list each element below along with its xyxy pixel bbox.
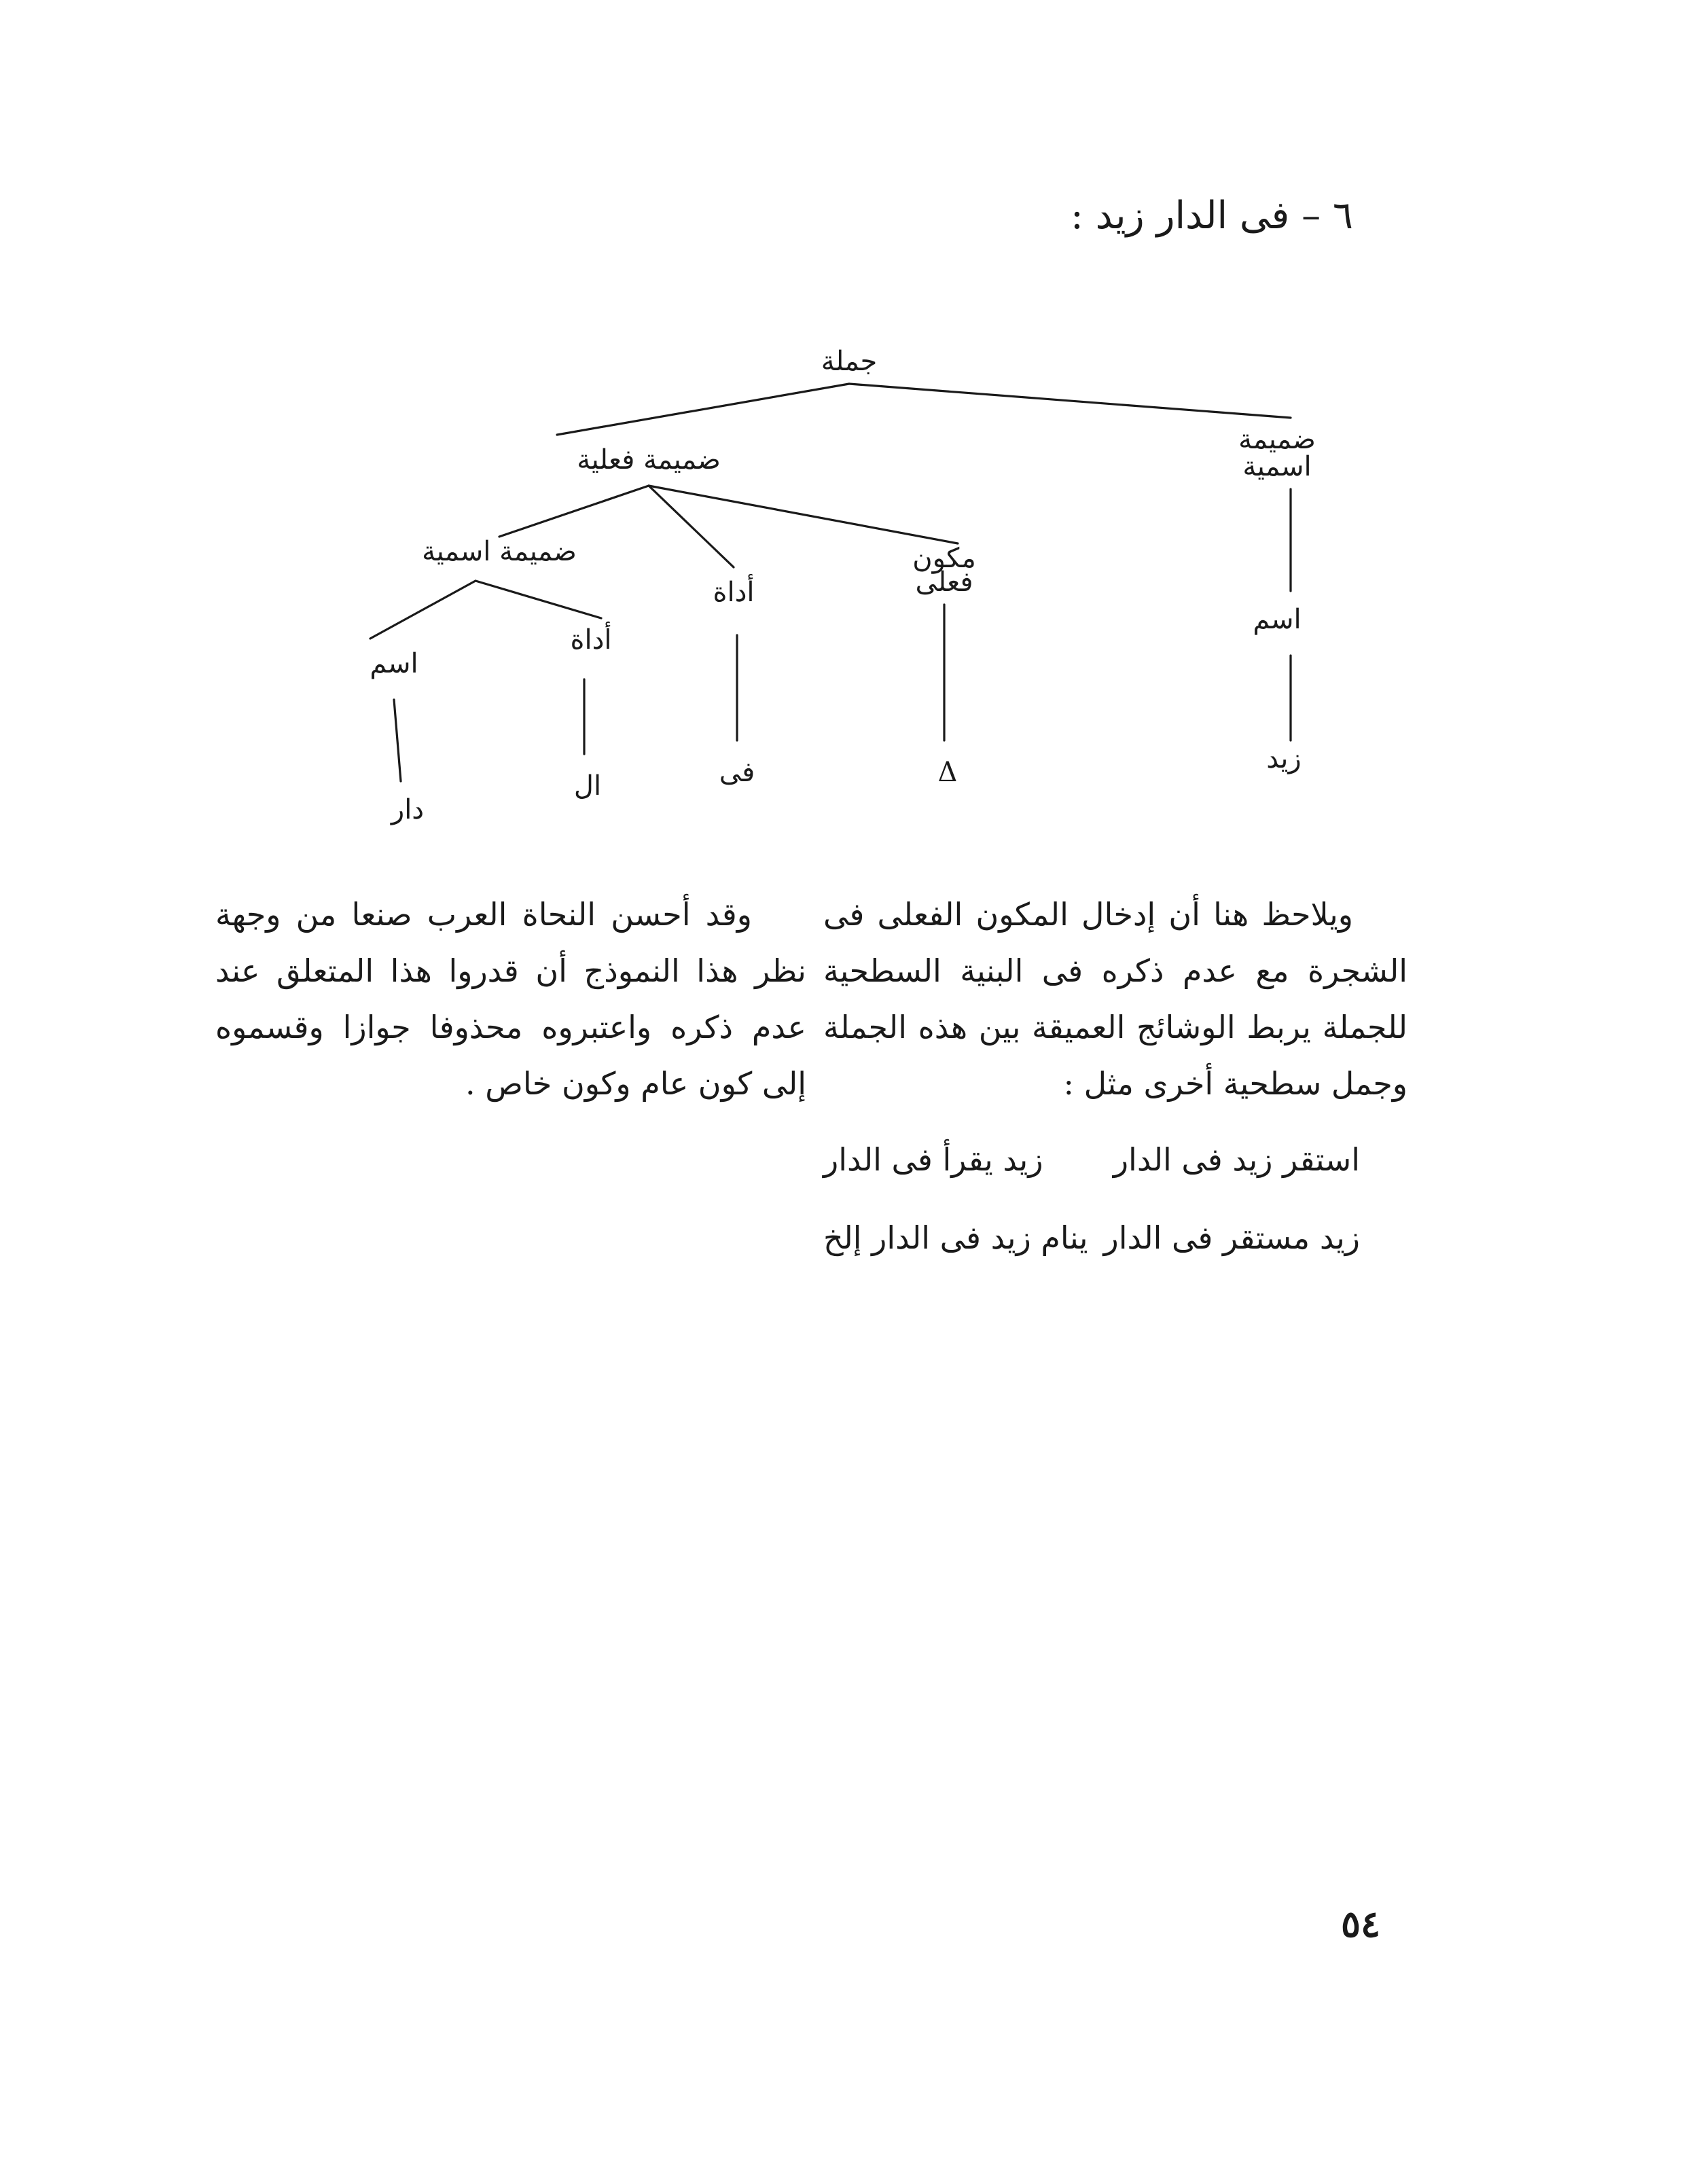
node-noun-right: اسم xyxy=(1253,604,1302,635)
right-paragraph: ويلاحظ هنا أن إدخال المكون الفعلى فى الشجرة مع عدم ذكره فى البنية السطحية للجملة يربط الوشائج العميقة بين هذه الجملة وجمل سطحية أخرى مثل : xyxy=(823,896,1407,1102)
node-pp: ضميمة اسمية xyxy=(422,536,577,567)
example-1a: استقر زيد فى الدار xyxy=(1113,1141,1360,1178)
branch-vp-pp xyxy=(499,486,649,537)
leaf-dar: دار xyxy=(391,794,425,825)
node-noun-left: اسم xyxy=(370,648,418,679)
branch-pp-det xyxy=(476,581,601,618)
node-np-top-1: ضميمة xyxy=(1238,424,1316,455)
example-row-2 xyxy=(823,1219,1360,1256)
leaf-al: ال xyxy=(573,770,602,802)
node-vp: ضميمة فعلية xyxy=(577,444,721,476)
branch-pp-noun xyxy=(370,581,476,639)
branch-root-np xyxy=(849,384,1291,418)
example-2b: ينام زيد فى الدار إلخ xyxy=(823,1219,1088,1256)
node-prep: أداة xyxy=(713,577,755,608)
section-heading: ٦ – فى الدار زيد : xyxy=(1070,194,1353,238)
node-root: جملة xyxy=(821,346,878,377)
example-1b: زيد يقرأ فى الدار xyxy=(823,1141,1043,1178)
left-column xyxy=(215,887,806,1112)
branch-root-vp xyxy=(557,384,849,435)
branch-noun-dar xyxy=(394,700,401,781)
node-det: أداة xyxy=(570,624,612,656)
leaf-zayd: زيد xyxy=(1266,743,1302,774)
node-verbal-1: مكون xyxy=(912,543,976,574)
leaf-delta: Δ xyxy=(937,757,958,788)
branch-vp-prep xyxy=(649,486,734,567)
right-column xyxy=(823,887,1407,1112)
leaf-fi: فى xyxy=(719,757,755,788)
example-2a: زيد مستقر فى الدار xyxy=(1103,1219,1360,1256)
page-number: ٥٤ xyxy=(1340,1902,1380,1946)
node-np-top-2: اسمية xyxy=(1242,451,1312,482)
example-row-1 xyxy=(823,1141,1360,1178)
left-paragraph: وقد أحسن النحاة العرب صنعا من وجهة نظر هذا النموذج أن قدروا هذا المتعلق عند عدم ذكره واعتبروه محذوفا جوازا وقسموه إلى كون عام وكون خاص . xyxy=(215,896,806,1102)
branch-vp-verbal xyxy=(649,486,958,543)
node-verbal-2: فعلى xyxy=(915,567,973,598)
